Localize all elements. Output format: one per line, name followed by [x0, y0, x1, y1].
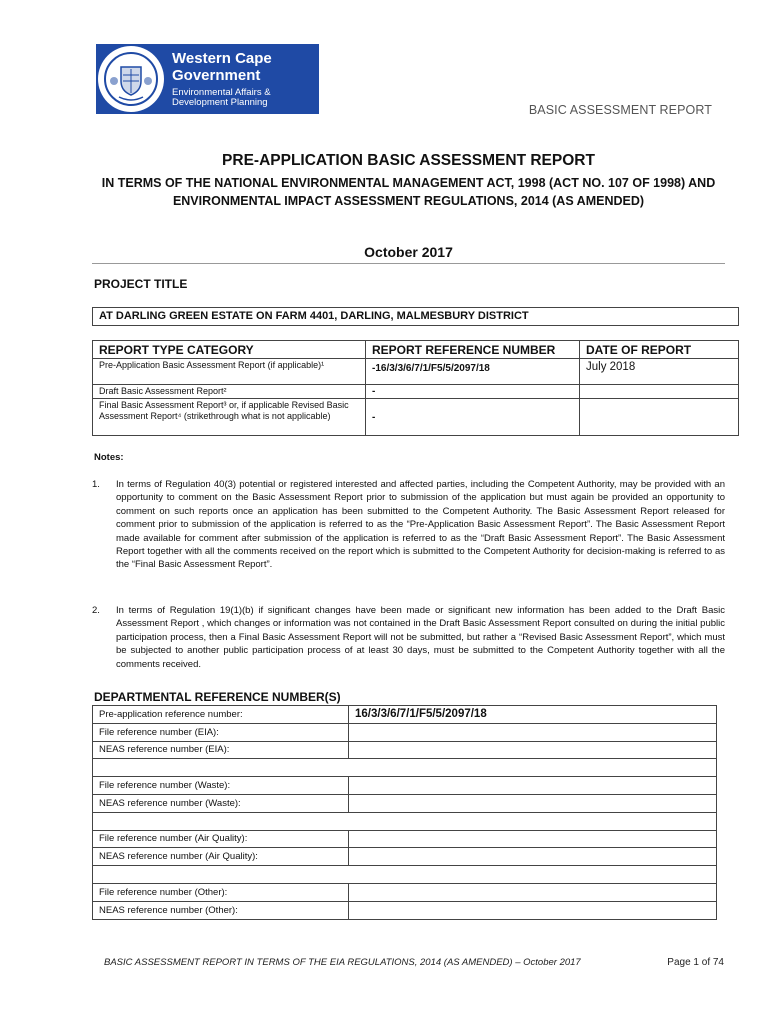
- table-row: [93, 830, 717, 848]
- notes-heading: Notes:: [94, 452, 124, 463]
- table-row: [93, 901, 717, 919]
- title-block: [92, 152, 725, 210]
- logo-line-2: Government: [172, 66, 261, 84]
- dept-label-cell: NEAS reference number (Waste):: [93, 794, 349, 812]
- report-date: October 2017: [364, 244, 453, 260]
- page-footer: BASIC ASSESSMENT REPORT IN TERMS OF THE EIA REGULATIONS, 2014 (AS AMENDED) – October 2017: [104, 957, 581, 968]
- dept-value-cell: [349, 723, 717, 741]
- dept-value-cell: [349, 741, 717, 759]
- dept-value-cell: [349, 901, 717, 919]
- table-row: [93, 706, 717, 724]
- note-item: [92, 604, 725, 671]
- report-category-cell: Pre-Application Basic Assessment Report (if applicable)¹: [93, 359, 366, 385]
- report-date-cell: [580, 385, 739, 399]
- divider: [92, 263, 725, 264]
- table-row: [93, 812, 717, 830]
- logo-line-1: Western Cape: [172, 49, 272, 67]
- table-row: [93, 359, 739, 385]
- report-subtitle: IN TERMS OF THE NATIONAL ENVIRONMENTAL MANAGEMENT ACT, 1998 (ACT NO. 107 OF 1998) AND ENVIRONMENTAL IMPACT ASSESSMENT REGULATIONS, 2014 (AS AMENDED): [101, 176, 716, 208]
- dept-reference-table: [92, 705, 717, 920]
- table-row: [93, 866, 717, 884]
- table-row: [93, 723, 717, 741]
- spacer-row: [93, 866, 717, 884]
- dept-label-cell: File reference number (Air Quality):: [93, 830, 349, 848]
- spacer-row: [93, 759, 717, 777]
- government-logo: [96, 44, 319, 114]
- dept-value-cell: [349, 777, 717, 795]
- table-row: [93, 759, 717, 777]
- page-number: Page 1 of 74: [667, 957, 724, 968]
- report-reference-cell: -: [366, 399, 580, 436]
- report-category-cell: Draft Basic Assessment Report²: [93, 385, 366, 399]
- spacer-row: [93, 812, 717, 830]
- note-text: In terms of Regulation 19(1)(b) if significant changes have been made or significant new information has been added to the Draft Basic Assessment Report , which changes or information was not contained in the Draft Basic Assessment Report consulted on during the initial public participation process, then a Final Basic Assessment Report will not be submitted, but rather a “Revised Basic Assessment Report”, which must be subjected to another public participation process of at least 30 days, must be submitted to the Competent Authority together with all the comments received.: [116, 605, 725, 670]
- header-label: BASIC ASSESSMENT REPORT: [528, 103, 712, 117]
- note-number: 1.: [92, 479, 100, 490]
- report-title: PRE-APPLICATION BASIC ASSESSMENT REPORT: [222, 152, 595, 169]
- dept-value-cell: [349, 830, 717, 848]
- report-type-table: [92, 340, 739, 436]
- dept-value-cell: [349, 883, 717, 901]
- report-table-header: [93, 341, 739, 359]
- table-row: [93, 385, 739, 399]
- dept-label-cell: NEAS reference number (Other):: [93, 901, 349, 919]
- table-row: [93, 848, 717, 866]
- note-item: [92, 478, 725, 572]
- logo-text: [172, 51, 272, 108]
- header-report-date: DATE OF REPORT: [580, 341, 739, 359]
- dept-value-cell: 16/3/3/6/7/1/F5/5/2097/18: [349, 706, 717, 724]
- report-date-cell: July 2018: [580, 359, 739, 385]
- dept-label-cell: NEAS reference number (Air Quality):: [93, 848, 349, 866]
- table-row: [93, 794, 717, 812]
- report-category-cell: Final Basic Assessment Report³ or, if applicable Revised Basic Assessment Report⁴ (strikethrough what is not applicable): [93, 399, 366, 436]
- project-title-box: AT DARLING GREEN ESTATE ON FARM 4401, DARLING, MALMESBURY DISTRICT: [92, 307, 739, 326]
- coat-of-arms-icon: [98, 46, 164, 112]
- project-title-heading: PROJECT TITLE: [94, 277, 188, 291]
- report-date-cell: [580, 399, 739, 436]
- dept-label-cell: File reference number (Other):: [93, 883, 349, 901]
- dept-value-cell: [349, 794, 717, 812]
- table-row: [93, 777, 717, 795]
- dept-label-cell: File reference number (Waste):: [93, 777, 349, 795]
- header-report-reference: REPORT REFERENCE NUMBER: [366, 341, 580, 359]
- dept-label-cell: Pre-application reference number:: [93, 706, 349, 724]
- note-number: 2.: [92, 605, 100, 616]
- dept-reference-heading: DEPARTMENTAL REFERENCE NUMBER(S): [94, 690, 341, 704]
- report-reference-cell: -: [366, 385, 580, 399]
- header-report-type: REPORT TYPE CATEGORY: [93, 341, 366, 359]
- dept-label-cell: NEAS reference number (EIA):: [93, 741, 349, 759]
- table-row: [93, 399, 739, 436]
- dept-value-cell: [349, 848, 717, 866]
- logo-line-3: Environmental Affairs &: [172, 86, 271, 98]
- table-row: [93, 741, 717, 759]
- dept-label-cell: File reference number (EIA):: [93, 723, 349, 741]
- table-row: [93, 883, 717, 901]
- report-reference-cell: -16/3/3/6/7/1/F5/5/2097/18: [366, 359, 580, 385]
- logo-line-4: Development Planning: [172, 97, 268, 108]
- note-text: In terms of Regulation 40(3) potential or registered interested and affected parties, including the Competent Authority, may be provided with an opportunity to comment on the Basic Assessment Report prior to submission of the application but must again be provided an opportunity to comment on such reports once an application has been submitted to the Competent Authority. The Basic Assessment Report released for comment prior to submission of the application is referred to as the “Pre-Application Basic Assessment Report”. The Basic Assessment Report made available for comment after submission of the application is referred to as the “Draft Basic Assessment Report”. The Basic Assessment Report together with all the comments received on the report which is submitted to the Competent Authority for decision-making is referred to as the “Final Basic Assessment Report”.: [116, 479, 725, 571]
